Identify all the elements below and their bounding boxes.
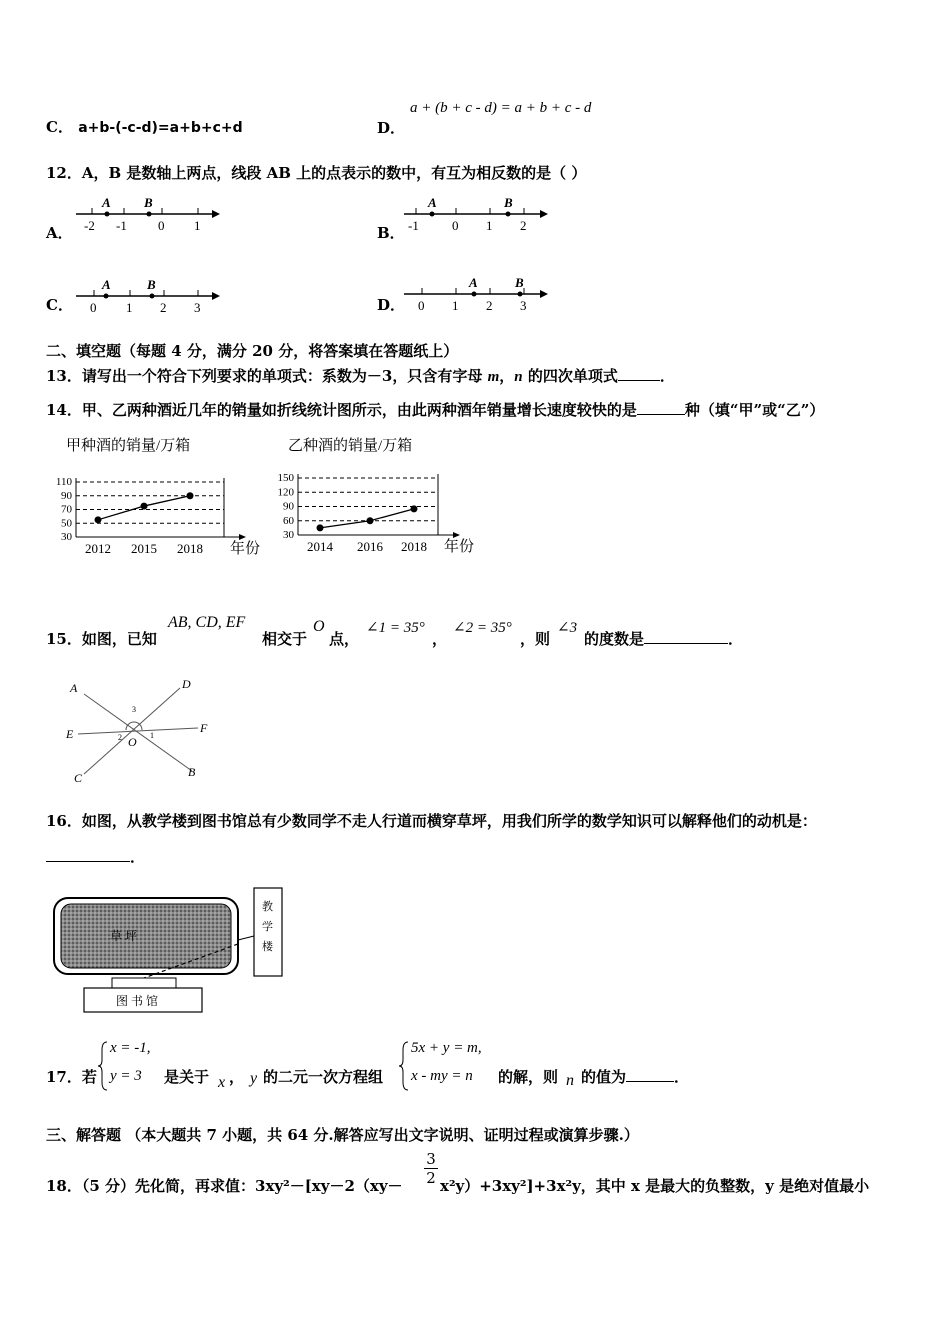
chart-jia: [40, 430, 270, 565]
tick-label: 0: [452, 218, 459, 233]
chart-title: 乙种酒的销量/万箱: [288, 438, 413, 454]
q17-eq1: 5x + y = m,: [411, 1040, 482, 1056]
q17-var-y: y: [250, 1070, 258, 1087]
q11-c-text: a+b-(-c-d)=a+b+c+d: [78, 120, 243, 136]
tick-label: 3: [520, 298, 527, 313]
point-a-label: A: [428, 196, 437, 210]
q15-answer-blank[interactable]: [644, 642, 728, 644]
y-tick-label: 50: [61, 517, 72, 530]
q14-answer-blank[interactable]: [637, 413, 685, 415]
q11-d-label: D．: [377, 119, 406, 137]
q14-text: [46, 399, 824, 420]
chart-title: 甲种酒的销量/万箱: [66, 438, 191, 454]
x-axis-arrow: [239, 534, 246, 540]
q14-stem: 14．甲、乙两种酒近几年的销量如折线统计图所示，由此两种酒年销量增长速度较快的是: [46, 401, 637, 419]
q17-text-d: 的解，则: [498, 1068, 559, 1086]
q16-end: ．: [130, 848, 146, 866]
tick-label: 0: [90, 300, 97, 315]
q13-var-n: n: [514, 369, 523, 385]
q15-text-d: ，则: [520, 630, 551, 648]
tick-label: 2: [160, 300, 167, 315]
tick-label: 3: [194, 300, 201, 315]
q16-answer-blank[interactable]: [46, 860, 130, 862]
fig-label: C: [74, 771, 83, 785]
fig-label: O: [128, 735, 137, 749]
q17-text-e: 的值为: [581, 1068, 627, 1086]
fig-label: B: [188, 765, 196, 779]
tick-label: -2: [84, 218, 95, 233]
fig-label: 2: [118, 733, 122, 742]
q12-label-c: C．: [46, 296, 73, 314]
fig-label: E: [66, 727, 74, 741]
q15-angle3: ∠3: [557, 620, 578, 636]
q15-text-b: 相交于: [262, 630, 308, 648]
tick-label: -1: [408, 218, 419, 233]
lawn-label: 草 坪: [110, 929, 138, 943]
tick-label: 1: [194, 218, 201, 233]
x-axis-label: 年份: [444, 539, 475, 555]
y-tick-label: 70: [61, 503, 72, 516]
point-b-label: B: [515, 276, 524, 290]
q15-lines: AB, CD, EF: [168, 614, 246, 631]
fig-label: F: [200, 721, 208, 735]
y-tick-label: 30: [61, 531, 72, 543]
q15-angle1: ∠1 = 35°: [366, 620, 425, 636]
q15-text-c: 点，: [329, 630, 360, 648]
q17-sol1: x = -1,: [110, 1040, 151, 1056]
q17-eq2: x - my = n: [411, 1068, 473, 1084]
point-b-label: B: [147, 278, 156, 292]
q13-sep: ，: [499, 367, 515, 385]
q18-text-b: x²y）+3xy²]+3x²y，其中 x 是最大的负整数，y 是绝对值最小: [440, 1177, 870, 1195]
y-tick-label: 30: [283, 529, 294, 541]
y-tick-label: 90: [283, 500, 294, 513]
building-char: 学: [262, 921, 273, 933]
q17-sol2: y = 3: [110, 1068, 142, 1084]
building-char: 教: [262, 901, 273, 913]
y-tick-label: 90: [61, 489, 72, 502]
section2-title: 二、填空题（每题 4 分，满分 20 分，将答案填在答题纸上）: [46, 342, 459, 360]
data-point: [187, 492, 194, 499]
q18-frac-num: 3: [426, 1150, 436, 1168]
tick-label: 1: [126, 300, 133, 315]
q13-text-b: 的四次单项式: [527, 367, 618, 385]
x-tick-label: 2014: [307, 539, 333, 554]
series-line: [320, 509, 414, 528]
y-tick-label: 110: [55, 476, 72, 488]
q17-text-b: 是关于: [164, 1068, 210, 1086]
q16-text: 16．如图，从教学楼到图书馆总有少数同学不走人行道而横穿草坪，用我们所学的数学知识可以解释他们的动机是：: [46, 812, 817, 830]
x-tick-label: 2018: [177, 541, 203, 556]
tick-label: -1: [116, 218, 127, 233]
q17-tail: [581, 1066, 689, 1087]
q11-c-label: C．: [46, 118, 73, 136]
data-point: [141, 503, 148, 510]
q15-sep: ，: [432, 630, 448, 648]
q17-text-c: 的二元一次方程组: [263, 1068, 384, 1086]
x-tick-label: 2018: [401, 539, 427, 554]
tick-label: 1: [486, 218, 493, 233]
q12-number-line-c: [74, 278, 224, 318]
building-char: 楼: [262, 941, 273, 953]
tick-label: 1: [452, 298, 459, 313]
point-b-label: B: [504, 196, 513, 210]
tick-label: 2: [486, 298, 493, 313]
data-point: [367, 517, 374, 524]
q13-answer-blank[interactable]: [618, 379, 660, 381]
q15-end: ．: [728, 630, 744, 648]
tick-label: 0: [418, 298, 425, 313]
q17-brace-2: [397, 1040, 411, 1092]
x-tick-label: 2016: [357, 539, 383, 554]
q16-blank-line: [46, 846, 145, 867]
point-b-label: B: [144, 196, 153, 210]
q12-number-line-a: [74, 196, 224, 236]
fig-label: 1: [150, 731, 154, 740]
library-label: 图 书 馆: [116, 994, 159, 1008]
q15-point: O: [313, 618, 325, 635]
tick-label: 2: [520, 218, 527, 233]
q15-text-e: 的度数是: [584, 630, 645, 648]
q15-text-a: 15．如图，已知: [46, 630, 157, 648]
tick-label: 0: [158, 218, 165, 233]
chart-yi: [262, 430, 502, 565]
data-point: [95, 516, 102, 523]
section3-title: 三、解答题 （本大题共 7 小题，共 64 分.解答应写出文字说明、证明过程或演算步骤.）: [46, 1126, 639, 1144]
q12-number-line-d: [402, 276, 552, 316]
fig-label: D: [182, 678, 191, 691]
q12-stem: 12．A，B 是数轴上两点，线段 AB 上的点表示的数中，有互为相反数的是（ ）: [46, 164, 587, 182]
q17-brace-1: [96, 1040, 110, 1092]
q18-fraction: [424, 1150, 438, 1187]
q18-text-a: 18．（5 分）先化简，再求值：3xy²－[xy－2（xy－: [46, 1177, 403, 1195]
q17-end: ．: [674, 1068, 690, 1086]
q15-figure: [62, 678, 222, 788]
point-a-label: A: [102, 196, 111, 210]
q12-label-a: A．: [46, 224, 73, 242]
q15-angle2: ∠2 = 35°: [453, 620, 512, 636]
q13-var-m: m: [487, 369, 500, 385]
point-a-label: A: [469, 276, 478, 290]
x-axis-label: 年份: [230, 541, 261, 557]
q13-end: ．: [659, 367, 675, 385]
q17-text-a: 17．若: [46, 1068, 97, 1086]
x-tick-label: 2015: [131, 541, 157, 556]
q12-label-d: D．: [377, 296, 406, 314]
x-tick-label: 2012: [85, 541, 111, 556]
y-tick-label: 120: [277, 486, 294, 499]
q17-sep: ，: [229, 1068, 245, 1086]
y-tick-label: 150: [277, 472, 294, 484]
q18-frac-den: 2: [426, 1169, 436, 1187]
x-axis-arrow: [453, 532, 460, 538]
q11-option-c: [46, 116, 243, 137]
q13-text-a: 13．请写出一个符合下列要求的单项式：系数为－3，只含有字母: [46, 367, 483, 385]
q11-d-text: a + (b + c - d) = a + b + c - d: [410, 100, 592, 116]
fig-label: A: [70, 681, 78, 695]
q14-stem-end: 种（填“甲”或“乙”）: [684, 401, 825, 419]
q16-figure: [52, 882, 292, 1016]
q17-var-n: n: [566, 1072, 574, 1089]
fig-label: 3: [132, 705, 136, 714]
data-point: [411, 505, 418, 512]
q17-var-x: x: [218, 1074, 226, 1091]
q13-text: [46, 365, 675, 386]
q12-number-line-b: [402, 196, 552, 236]
data-point: [317, 524, 324, 531]
q17-answer-blank[interactable]: [626, 1080, 674, 1082]
q12-label-b: B．: [377, 224, 405, 242]
q15-tail: [584, 628, 743, 649]
point-a-label: A: [102, 278, 111, 292]
y-tick-label: 60: [283, 514, 294, 527]
